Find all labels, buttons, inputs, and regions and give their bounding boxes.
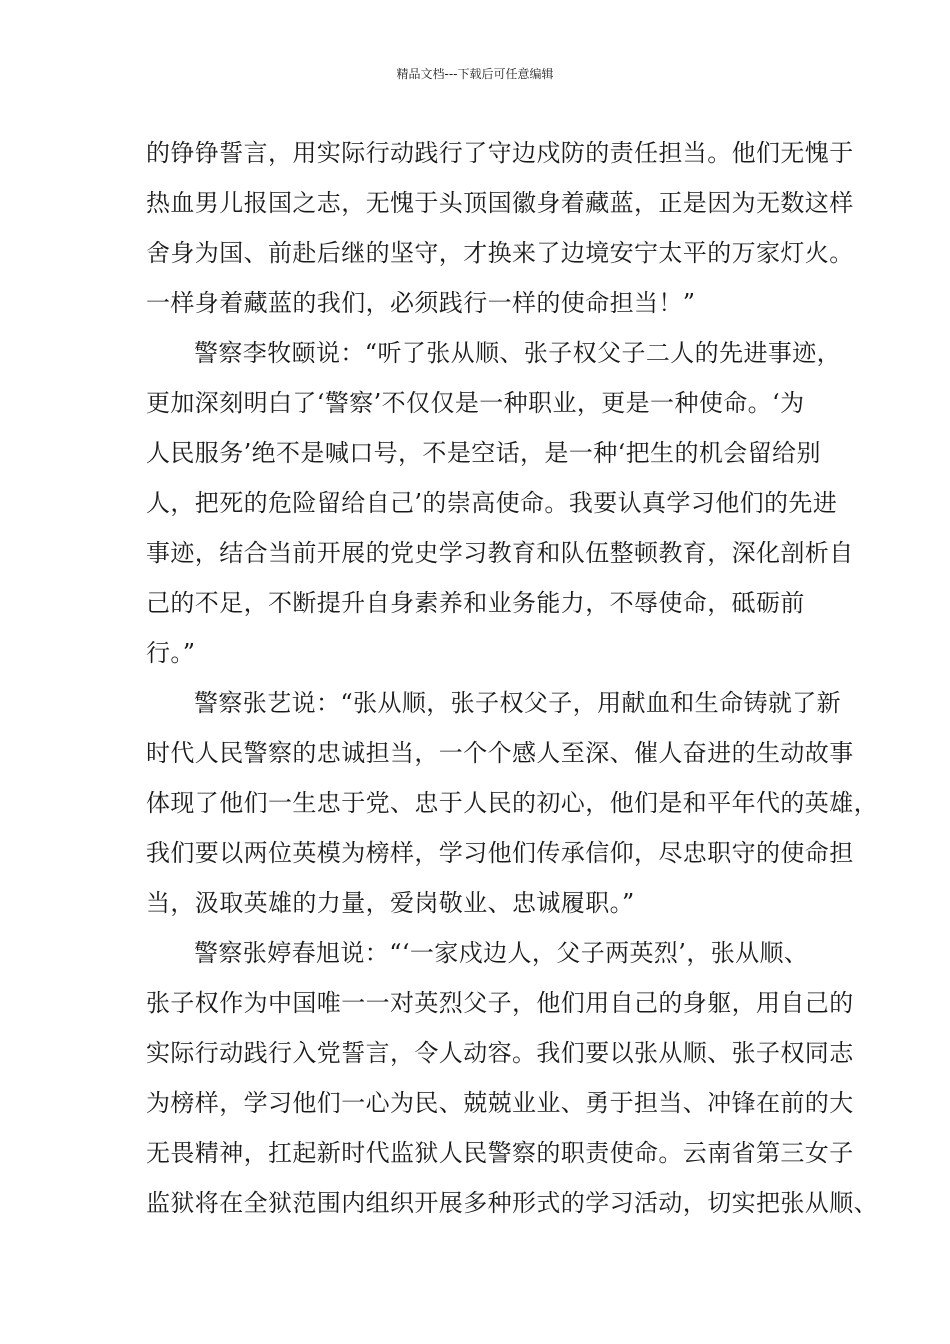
text-line: 张子权作为中国唯一一对英烈父子，他们用自己的身躯，用自己的 [146, 989, 854, 1017]
text-line: 实际行动践行入党誓言，令人动容。我们要以张从顺、张子权同志 [146, 1039, 854, 1067]
text-line: 监狱将在全狱范围内组织开展多种形式的学习活动，切实把张从顺、 [146, 1189, 878, 1217]
text-line: 行。” [146, 639, 196, 667]
text-line: 事迹，结合当前开展的党史学习教育和队伍整顿教育，深化剖析自 [146, 539, 854, 567]
paragraph-start-line: 警察张艺说：“张从顺，张子权父子，用献血和生命铸就了新 [194, 689, 842, 717]
text-line: 舍身为国、前赴后继的坚守，才换来了边境安宁太平的万家灯火。 [146, 239, 854, 267]
paragraph-start-line: 警察张婷春旭说：“‘一家戍边人，父子两英烈’，张从顺、 [194, 939, 809, 967]
text-line: 热血男儿报国之志，无愧于头顶国徽身着藏蓝，正是因为无数这样 [146, 189, 854, 217]
page-header: 精品文档---下载后可任意编辑 [396, 67, 554, 81]
text-line: 为榜样，学习他们一心为民、兢兢业业、勇于担当、冲锋在前的大 [146, 1089, 854, 1117]
document-body [146, 128, 878, 1228]
text-line: 人，把死的危险留给自己’的崇高使命。我要认真学习他们的先进 [146, 489, 838, 517]
text-line: 无畏精神，扛起新时代监狱人民警察的职责使命。云南省第三女子 [146, 1139, 854, 1167]
text-line: 一样身着藏蓝的我们，必须践行一样的使命担当！” [146, 289, 696, 317]
text-line: 人民服务’绝不是喊口号，不是空话，是一种‘把生的机会留给别 [146, 439, 821, 467]
text-line: 更加深刻明白了‘警察’不仅仅是一种职业，更是一种使命。‘为 [146, 389, 805, 417]
text-line: 我们要以两位英模为榜样，学习他们传承信仰，尽忠职守的使命担 [146, 839, 854, 867]
text-line: 体现了他们一生忠于党、忠于人民的初心，他们是和平年代的英雄， [146, 789, 878, 817]
text-line: 的铮铮誓言，用实际行动践行了守边戍防的责任担当。他们无愧于 [146, 139, 854, 167]
text-line: 时代人民警察的忠诚担当，一个个感人至深、催人奋进的生动故事 [146, 739, 854, 767]
paragraph-start-line: 警察李牧颐说：“听了张从顺、张子权父子二人的先进事迹， [194, 339, 842, 367]
text-line: 当，汲取英雄的力量，爱岗敬业、忠诚履职。” [146, 889, 635, 917]
text-line: 己的不足，不断提升自身素养和业务能力，不辱使命，砥砺前 [146, 589, 805, 617]
